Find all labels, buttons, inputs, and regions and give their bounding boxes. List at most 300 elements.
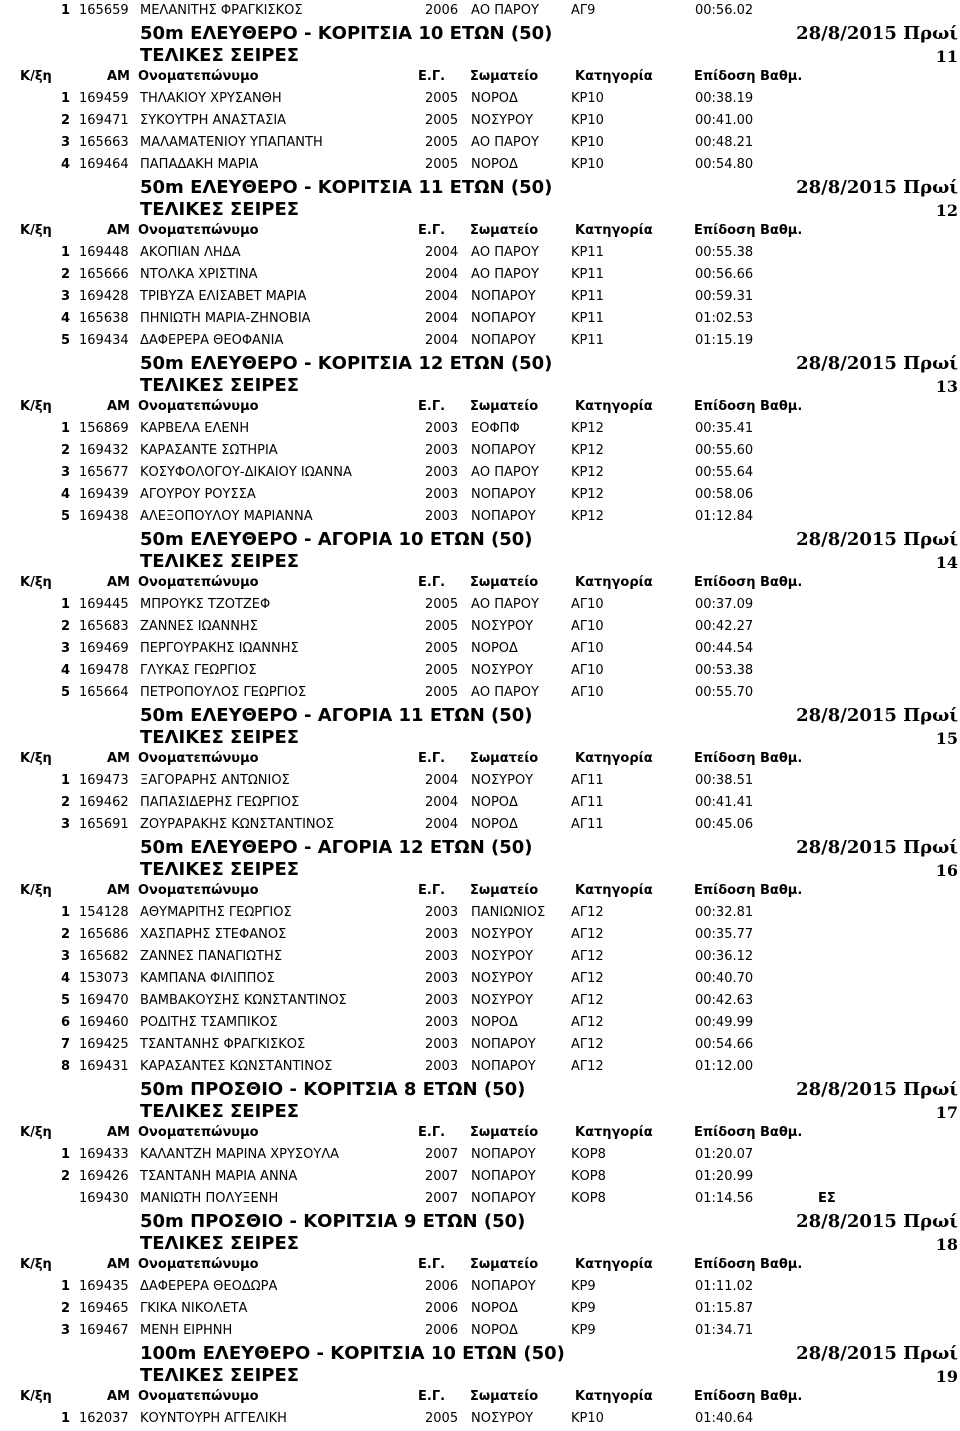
event-title-row [0, 528, 960, 550]
year-cell: 2005 [425, 157, 459, 172]
category-cell: ΚΡ11 [571, 245, 604, 260]
name-cell: ΜΑΝΙΩΤΗ ΠΟΛΥΞΕΝΗ [140, 1191, 279, 1206]
year-cell: 2004 [425, 311, 459, 326]
header-category: Κατηγορία [575, 575, 653, 590]
time-cell: 00:32.81 [695, 905, 754, 920]
rank-cell: 4 [60, 971, 70, 986]
header-year: Ε.Γ. [418, 223, 446, 238]
header-rank: Κ/ξη [20, 1389, 52, 1404]
name-cell: ΤΡΙΒΥΖΑ ΕΛΙΣΑΒΕΤ ΜΑΡΙΑ [140, 289, 307, 304]
header-category: Κατηγορία [575, 69, 653, 84]
club-cell: ΝΟΠΑΡΟΥ [471, 443, 536, 458]
event-date: 28/8/2015 Πρωί [796, 1211, 958, 1232]
header-club: Σωματείο [470, 399, 539, 414]
header-year: Ε.Γ. [418, 1125, 446, 1140]
club-cell: ΝΟΡΟΔ [471, 795, 518, 810]
am-cell: 165677 [79, 465, 129, 480]
club-cell: ΝΟΠΑΡΟΥ [471, 289, 536, 304]
rank-cell: 1 [60, 3, 70, 18]
time-cell: 01:15.87 [695, 1301, 754, 1316]
rank-cell: 2 [60, 619, 70, 634]
year-cell: 2005 [425, 1411, 459, 1426]
time-cell: 00:55.60 [695, 443, 754, 458]
rank-cell: 4 [60, 311, 70, 326]
rank-cell: 3 [60, 289, 70, 304]
club-cell: ΑΟ ΠΑΡΟΥ [471, 465, 539, 480]
name-cell: ΤΣΑΝΤΑΝΗΣ ΦΡΑΓΚΙΣΚΟΣ [140, 1037, 306, 1052]
category-cell: ΑΓ10 [571, 597, 604, 612]
header-year: Ε.Γ. [418, 1257, 446, 1272]
column-header-row [0, 748, 960, 770]
event-number: 19 [935, 1367, 958, 1386]
time-cell: 00:55.64 [695, 465, 754, 480]
time-cell: 01:12.00 [695, 1059, 754, 1074]
category-cell: ΑΓ12 [571, 1059, 604, 1074]
club-cell: ΝΟΠΑΡΟΥ [471, 1037, 536, 1052]
event-number: 18 [935, 1235, 958, 1254]
name-cell: ΚΑΡΑΣΑΝΤΕ ΣΩΤΗΡΙΑ [140, 443, 278, 458]
header-name: Ονοματεπώνυμο [138, 751, 259, 766]
event-title-row [0, 22, 960, 44]
am-cell: 169464 [79, 157, 129, 172]
rank-cell: 7 [60, 1037, 70, 1052]
event-date: 28/8/2015 Πρωί [796, 23, 958, 44]
name-cell: ΑΛΕΞΟΠΟΥΛΟΥ ΜΑΡΙΑΝΝΑ [140, 509, 313, 524]
year-cell: 2004 [425, 245, 459, 260]
name-cell: ΠΗΝΙΩΤΗ ΜΑΡΙΑ-ΖΗΝΟΒΙΑ [140, 311, 311, 326]
year-cell: 2007 [425, 1147, 459, 1162]
event-title: 50m ΕΛΕΥΘΕΡΟ - ΚΟΡΙΤΣΙΑ 12 ΕΤΩΝ (50) [140, 353, 553, 374]
category-cell: ΚΡ10 [571, 1411, 604, 1426]
header-time: Επίδοση Βαθμ. [694, 575, 803, 590]
am-cell: 169470 [79, 993, 129, 1008]
rank-cell: 1 [60, 91, 70, 106]
club-cell: ΝΟΠΑΡΟΥ [471, 1279, 536, 1294]
event-title: 50m ΕΛΕΥΘΕΡΟ - ΚΟΡΙΤΣΙΑ 11 ΕΤΩΝ (50) [140, 177, 553, 198]
club-cell: ΝΟΣΥΡΟΥ [471, 663, 534, 678]
table-row [0, 1056, 960, 1078]
event-date: 28/8/2015 Πρωί [796, 837, 958, 858]
name-cell: ΖΑΝΝΕΣ ΙΩΑΝΝΗΣ [140, 619, 258, 634]
header-time: Επίδοση Βαθμ. [694, 883, 803, 898]
category-cell: ΑΓ12 [571, 1015, 604, 1030]
club-cell: ΝΟΣΥΡΟΥ [471, 773, 534, 788]
year-cell: 2003 [425, 993, 459, 1008]
column-header-row [0, 220, 960, 242]
rank-cell: 1 [60, 245, 70, 260]
column-header-row [0, 1122, 960, 1144]
year-cell: 2005 [425, 597, 459, 612]
am-cell: 162037 [79, 1411, 129, 1426]
event-date: 28/8/2015 Πρωί [796, 1079, 958, 1100]
am-cell: 169469 [79, 641, 129, 656]
club-cell: ΑΟ ΠΑΡΟΥ [471, 135, 539, 150]
year-cell: 2004 [425, 773, 459, 788]
event-title: 50m ΕΛΕΥΘΕΡΟ - ΑΓΟΡΙΑ 10 ΕΤΩΝ (50) [140, 529, 533, 550]
name-cell: ΒΑΜΒΑΚΟΥΣΗΣ ΚΩΝΣΤΑΝΤΙΝΟΣ [140, 993, 347, 1008]
header-club: Σωματείο [470, 223, 539, 238]
time-cell: 01:40.64 [695, 1411, 754, 1426]
category-cell: ΚΟΡ8 [571, 1147, 606, 1162]
header-time: Επίδοση Βαθμ. [694, 1125, 803, 1140]
time-cell: 00:42.63 [695, 993, 754, 1008]
header-rank: Κ/ξη [20, 399, 52, 414]
category-cell: ΑΓ12 [571, 905, 604, 920]
event-subtitle-row [0, 726, 960, 748]
points-cell: ΕΣ [818, 1191, 836, 1206]
rank-cell: 6 [60, 1015, 70, 1030]
header-club: Σωματείο [470, 575, 539, 590]
year-cell: 2004 [425, 289, 459, 304]
name-cell: ΜΕΛΑΝΙΤΗΣ ΦΡΑΓΚΙΣΚΟΣ [140, 3, 303, 18]
year-cell: 2003 [425, 421, 459, 436]
event-number: 12 [935, 201, 958, 220]
time-cell: 00:54.80 [695, 157, 754, 172]
name-cell: ΜΕΝΗ ΕΙΡΗΝΗ [140, 1323, 233, 1338]
event-round: ΤΕΛΙΚΕΣ ΣΕΙΡΕΣ [140, 375, 300, 396]
am-cell: 169471 [79, 113, 129, 128]
category-cell: ΚΡ9 [571, 1279, 596, 1294]
header-club: Σωματείο [470, 1125, 539, 1140]
name-cell: ΑΘΥΜΑΡΙΤΗΣ ΓΕΩΡΓΙΟΣ [140, 905, 292, 920]
time-cell: 00:45.06 [695, 817, 754, 832]
name-cell: ΤΗΛΑΚΙΟΥ ΧΡΥΣΑΝΘΗ [140, 91, 282, 106]
event-subtitle-row [0, 550, 960, 572]
event-title-row [0, 1078, 960, 1100]
name-cell: ΧΑΣΠΑΡΗΣ ΣΤΕΦΑΝΟΣ [140, 927, 287, 942]
column-header-row [0, 1254, 960, 1276]
category-cell: ΚΡ9 [571, 1323, 596, 1338]
header-name: Ονοματεπώνυμο [138, 883, 259, 898]
time-cell: 00:42.27 [695, 619, 754, 634]
am-cell: 169462 [79, 795, 129, 810]
header-name: Ονοματεπώνυμο [138, 575, 259, 590]
event-round: ΤΕΛΙΚΕΣ ΣΕΙΡΕΣ [140, 551, 300, 572]
am-cell: 165683 [79, 619, 129, 634]
category-cell: ΑΓ12 [571, 1037, 604, 1052]
year-cell: 2004 [425, 267, 459, 282]
rank-cell: 1 [60, 773, 70, 788]
year-cell: 2003 [425, 1015, 459, 1030]
name-cell: ΑΓΟΥΡΟΥ ΡΟΥΣΣΑ [140, 487, 256, 502]
name-cell: ΠΕΡΓΟΥΡΑΚΗΣ ΙΩΑΝΝΗΣ [140, 641, 299, 656]
name-cell: ΚΑΡΒΕΛΑ ΕΛΕΝΗ [140, 421, 250, 436]
time-cell: 00:49.99 [695, 1015, 754, 1030]
table-row [0, 1320, 960, 1342]
column-header-row [0, 396, 960, 418]
header-category: Κατηγορία [575, 399, 653, 414]
time-cell: 00:54.66 [695, 1037, 754, 1052]
club-cell: ΝΟΣΥΡΟΥ [471, 113, 534, 128]
year-cell: 2003 [425, 443, 459, 458]
club-cell: ΑΟ ΠΑΡΟΥ [471, 597, 539, 612]
table-row [0, 330, 960, 352]
time-cell: 01:20.99 [695, 1169, 754, 1184]
am-cell: 165686 [79, 927, 129, 942]
table-row [0, 616, 960, 638]
category-cell: ΑΓ10 [571, 619, 604, 634]
rank-cell: 1 [60, 421, 70, 436]
time-cell: 00:53.38 [695, 663, 754, 678]
header-am: ΑΜ [107, 69, 130, 84]
time-cell: 00:37.09 [695, 597, 754, 612]
table-row [0, 638, 960, 660]
header-rank: Κ/ξη [20, 223, 52, 238]
category-cell: ΚΟΡ8 [571, 1191, 606, 1206]
club-cell: ΝΟΠΑΡΟΥ [471, 333, 536, 348]
category-cell: ΚΡ11 [571, 267, 604, 282]
table-row [0, 594, 960, 616]
table-row [0, 1188, 960, 1210]
header-year: Ε.Γ. [418, 399, 446, 414]
club-cell: ΝΟΣΥΡΟΥ [471, 993, 534, 1008]
table-row [0, 902, 960, 924]
header-am: ΑΜ [107, 399, 130, 414]
header-am: ΑΜ [107, 751, 130, 766]
table-row [0, 1034, 960, 1056]
header-name: Ονοματεπώνυμο [138, 1125, 259, 1140]
category-cell: ΚΡ10 [571, 113, 604, 128]
header-time: Επίδοση Βαθμ. [694, 1389, 803, 1404]
club-cell: ΝΟΡΟΔ [471, 157, 518, 172]
category-cell: ΚΡ12 [571, 421, 604, 436]
am-cell: 169438 [79, 509, 129, 524]
header-time: Επίδοση Βαθμ. [694, 1257, 803, 1272]
club-cell: ΝΟΡΟΔ [471, 641, 518, 656]
rank-cell: 1 [60, 905, 70, 920]
time-cell: 00:36.12 [695, 949, 754, 964]
name-cell: ΑΚΟΠΙΑΝ ΛΗΔΑ [140, 245, 241, 260]
am-cell: 169433 [79, 1147, 129, 1162]
rank-cell: 1 [60, 1411, 70, 1426]
category-cell: ΚΡ9 [571, 1301, 596, 1316]
header-time: Επίδοση Βαθμ. [694, 223, 803, 238]
header-rank: Κ/ξη [20, 751, 52, 766]
am-cell: 156869 [79, 421, 129, 436]
table-row [0, 792, 960, 814]
category-cell: ΚΡ10 [571, 91, 604, 106]
event-title-row [0, 176, 960, 198]
name-cell: ΜΑΛΑΜΑΤΕΝΙΟΥ ΥΠΑΠΑΝΤΗ [140, 135, 323, 150]
category-cell: ΚΡ11 [571, 333, 604, 348]
rank-cell: 5 [60, 993, 70, 1008]
column-header-row [0, 572, 960, 594]
table-row [0, 682, 960, 704]
event-round: ΤΕΛΙΚΕΣ ΣΕΙΡΕΣ [140, 1365, 300, 1386]
name-cell: ΚΟΥΝΤΟΥΡΗ ΑΓΓΕΛΙΚΗ [140, 1411, 287, 1426]
header-category: Κατηγορία [575, 223, 653, 238]
year-cell: 2003 [425, 905, 459, 920]
year-cell: 2004 [425, 795, 459, 810]
table-row [0, 1144, 960, 1166]
header-am: ΑΜ [107, 1389, 130, 1404]
rank-cell: 4 [60, 663, 70, 678]
event-number: 17 [935, 1103, 958, 1122]
club-cell: ΝΟΣΥΡΟΥ [471, 1411, 534, 1426]
category-cell: ΑΓ12 [571, 971, 604, 986]
event-number: 14 [935, 553, 958, 572]
table-row [0, 418, 960, 440]
table-row [0, 1276, 960, 1298]
event-subtitle-row [0, 198, 960, 220]
header-year: Ε.Γ. [418, 883, 446, 898]
category-cell: ΚΟΡ8 [571, 1169, 606, 1184]
club-cell: ΑΟ ΠΑΡΟΥ [471, 245, 539, 260]
am-cell: 154128 [79, 905, 129, 920]
category-cell: ΑΓ11 [571, 795, 604, 810]
am-cell: 169459 [79, 91, 129, 106]
header-am: ΑΜ [107, 575, 130, 590]
table-row [0, 154, 960, 176]
club-cell: ΝΟΠΑΡΟΥ [471, 1147, 536, 1162]
year-cell: 2003 [425, 1037, 459, 1052]
rank-cell: 2 [60, 267, 70, 282]
table-row [0, 1166, 960, 1188]
event-title: 100m ΕΛΕΥΘΕΡΟ - ΚΟΡΙΤΣΙΑ 10 ΕΤΩΝ (50) [140, 1343, 565, 1364]
time-cell: 00:58.06 [695, 487, 754, 502]
name-cell: ΣΥΚΟΥΤΡΗ ΑΝΑΣΤΑΣΙΑ [140, 113, 287, 128]
club-cell: ΝΟΣΥΡΟΥ [471, 927, 534, 942]
year-cell: 2005 [425, 91, 459, 106]
club-cell: ΝΟΠΑΡΟΥ [471, 311, 536, 326]
year-cell: 2007 [425, 1191, 459, 1206]
table-row [0, 924, 960, 946]
table-row [0, 286, 960, 308]
event-date: 28/8/2015 Πρωί [796, 529, 958, 550]
am-cell: 169435 [79, 1279, 129, 1294]
am-cell: 165638 [79, 311, 129, 326]
header-name: Ονοματεπώνυμο [138, 1389, 259, 1404]
am-cell: 165659 [79, 3, 129, 18]
name-cell: ΚΑΡΑΣΑΝΤΕΣ ΚΩΝΣΤΑΝΤΙΝΟΣ [140, 1059, 333, 1074]
header-club: Σωματείο [470, 751, 539, 766]
header-club: Σωματείο [470, 883, 539, 898]
event-round: ΤΕΛΙΚΕΣ ΣΕΙΡΕΣ [140, 727, 300, 748]
am-cell: 169425 [79, 1037, 129, 1052]
column-header-row [0, 1386, 960, 1408]
rank-cell: 2 [60, 1169, 70, 1184]
club-cell: ΑΟ ΠΑΡΟΥ [471, 685, 539, 700]
am-cell: 169439 [79, 487, 129, 502]
rank-cell: 2 [60, 113, 70, 128]
name-cell: ΡΟΔΙΤΗΣ ΤΣΑΜΠΙΚΟΣ [140, 1015, 278, 1030]
header-year: Ε.Γ. [418, 69, 446, 84]
table-row [0, 1012, 960, 1034]
table-row [0, 990, 960, 1012]
category-cell: ΑΓ12 [571, 949, 604, 964]
event-round: ΤΕΛΙΚΕΣ ΣΕΙΡΕΣ [140, 1233, 300, 1254]
category-cell: ΚΡ11 [571, 289, 604, 304]
name-cell: ΓΚΙΚΑ ΝΙΚΟΛΕΤΑ [140, 1301, 248, 1316]
event-title: 50m ΕΛΕΥΘΕΡΟ - ΚΟΡΙΤΣΙΑ 10 ΕΤΩΝ (50) [140, 23, 553, 44]
rank-cell: 1 [60, 1279, 70, 1294]
year-cell: 2006 [425, 1301, 459, 1316]
time-cell: 00:44.54 [695, 641, 754, 656]
time-cell: 00:56.66 [695, 267, 754, 282]
club-cell: ΝΟΠΑΡΟΥ [471, 1059, 536, 1074]
name-cell: ΓΛΥΚΑΣ ΓΕΩΡΓΙΟΣ [140, 663, 257, 678]
header-am: ΑΜ [107, 1257, 130, 1272]
name-cell: ΚΟΣΥΦΟΛΟΓΟΥ-ΔΙΚΑΙΟΥ ΙΩΑΝΝΑ [140, 465, 352, 480]
time-cell: 01:02.53 [695, 311, 754, 326]
event-title-row [0, 1210, 960, 1232]
year-cell: 2003 [425, 465, 459, 480]
header-club: Σωματείο [470, 1257, 539, 1272]
am-cell: 169478 [79, 663, 129, 678]
time-cell: 00:38.19 [695, 91, 754, 106]
rank-cell: 2 [60, 795, 70, 810]
name-cell: ΠΕΤΡΟΠΟΥΛΟΣ ΓΕΩΡΓΙΟΣ [140, 685, 307, 700]
year-cell: 2005 [425, 641, 459, 656]
table-row [0, 484, 960, 506]
column-header-row [0, 66, 960, 88]
event-title: 50m ΠΡΟΣΘΙΟ - ΚΟΡΙΤΣΙΑ 9 ΕΤΩΝ (50) [140, 1211, 526, 1232]
name-cell: ΞΑΓΟΡΑΡΗΣ ΑΝΤΩΝΙΟΣ [140, 773, 290, 788]
am-cell: 169431 [79, 1059, 129, 1074]
event-subtitle-row [0, 1232, 960, 1254]
event-date: 28/8/2015 Πρωί [796, 177, 958, 198]
header-category: Κατηγορία [575, 751, 653, 766]
club-cell: ΝΟΣΥΡΟΥ [471, 949, 534, 964]
category-cell: ΚΡ10 [571, 157, 604, 172]
table-row [0, 660, 960, 682]
column-header-row [0, 880, 960, 902]
name-cell: ΚΑΛΑΝΤΖΗ ΜΑΡΙΝΑ ΧΡΥΣΟΥΛΑ [140, 1147, 340, 1162]
table-row [0, 462, 960, 484]
time-cell: 00:35.77 [695, 927, 754, 942]
event-title: 50m ΕΛΕΥΘΕΡΟ - ΑΓΟΡΙΑ 12 ΕΤΩΝ (50) [140, 837, 533, 858]
rank-cell: 2 [60, 443, 70, 458]
club-cell: ΝΟΠΑΡΟΥ [471, 487, 536, 502]
table-row [0, 88, 960, 110]
table-row [0, 1298, 960, 1320]
club-cell: ΕΟΦΠΦ [471, 421, 520, 436]
event-subtitle-row [0, 374, 960, 396]
rank-cell: 3 [60, 641, 70, 656]
header-year: Ε.Γ. [418, 751, 446, 766]
am-cell: 169434 [79, 333, 129, 348]
event-number: 11 [935, 47, 958, 66]
year-cell: 2004 [425, 817, 459, 832]
time-cell: 01:14.56 [695, 1191, 754, 1206]
header-name: Ονοματεπώνυμο [138, 69, 259, 84]
time-cell: 01:34.71 [695, 1323, 754, 1338]
am-cell: 153073 [79, 971, 129, 986]
am-cell: 169465 [79, 1301, 129, 1316]
header-am: ΑΜ [107, 223, 130, 238]
year-cell: 2005 [425, 113, 459, 128]
header-name: Ονοματεπώνυμο [138, 223, 259, 238]
table-row [0, 506, 960, 528]
rank-cell: 4 [60, 487, 70, 502]
time-cell: 01:20.07 [695, 1147, 754, 1162]
rank-cell: 3 [60, 465, 70, 480]
time-cell: 00:56.02 [695, 3, 754, 18]
category-cell: ΚΡ12 [571, 487, 604, 502]
name-cell: ΖΑΝΝΕΣ ΠΑΝΑΓΙΩΤΗΣ [140, 949, 283, 964]
table-row [0, 308, 960, 330]
header-time: Επίδοση Βαθμ. [694, 399, 803, 414]
am-cell: 165682 [79, 949, 129, 964]
year-cell: 2003 [425, 971, 459, 986]
am-cell: 169448 [79, 245, 129, 260]
category-cell: ΚΡ12 [571, 509, 604, 524]
event-subtitle-row [0, 858, 960, 880]
rank-cell: 2 [60, 1301, 70, 1316]
rank-cell: 1 [60, 1147, 70, 1162]
table-row [0, 0, 960, 22]
name-cell: ΜΠΡΟΥΚΣ ΤΖΟΤΖΕΦ [140, 597, 271, 612]
